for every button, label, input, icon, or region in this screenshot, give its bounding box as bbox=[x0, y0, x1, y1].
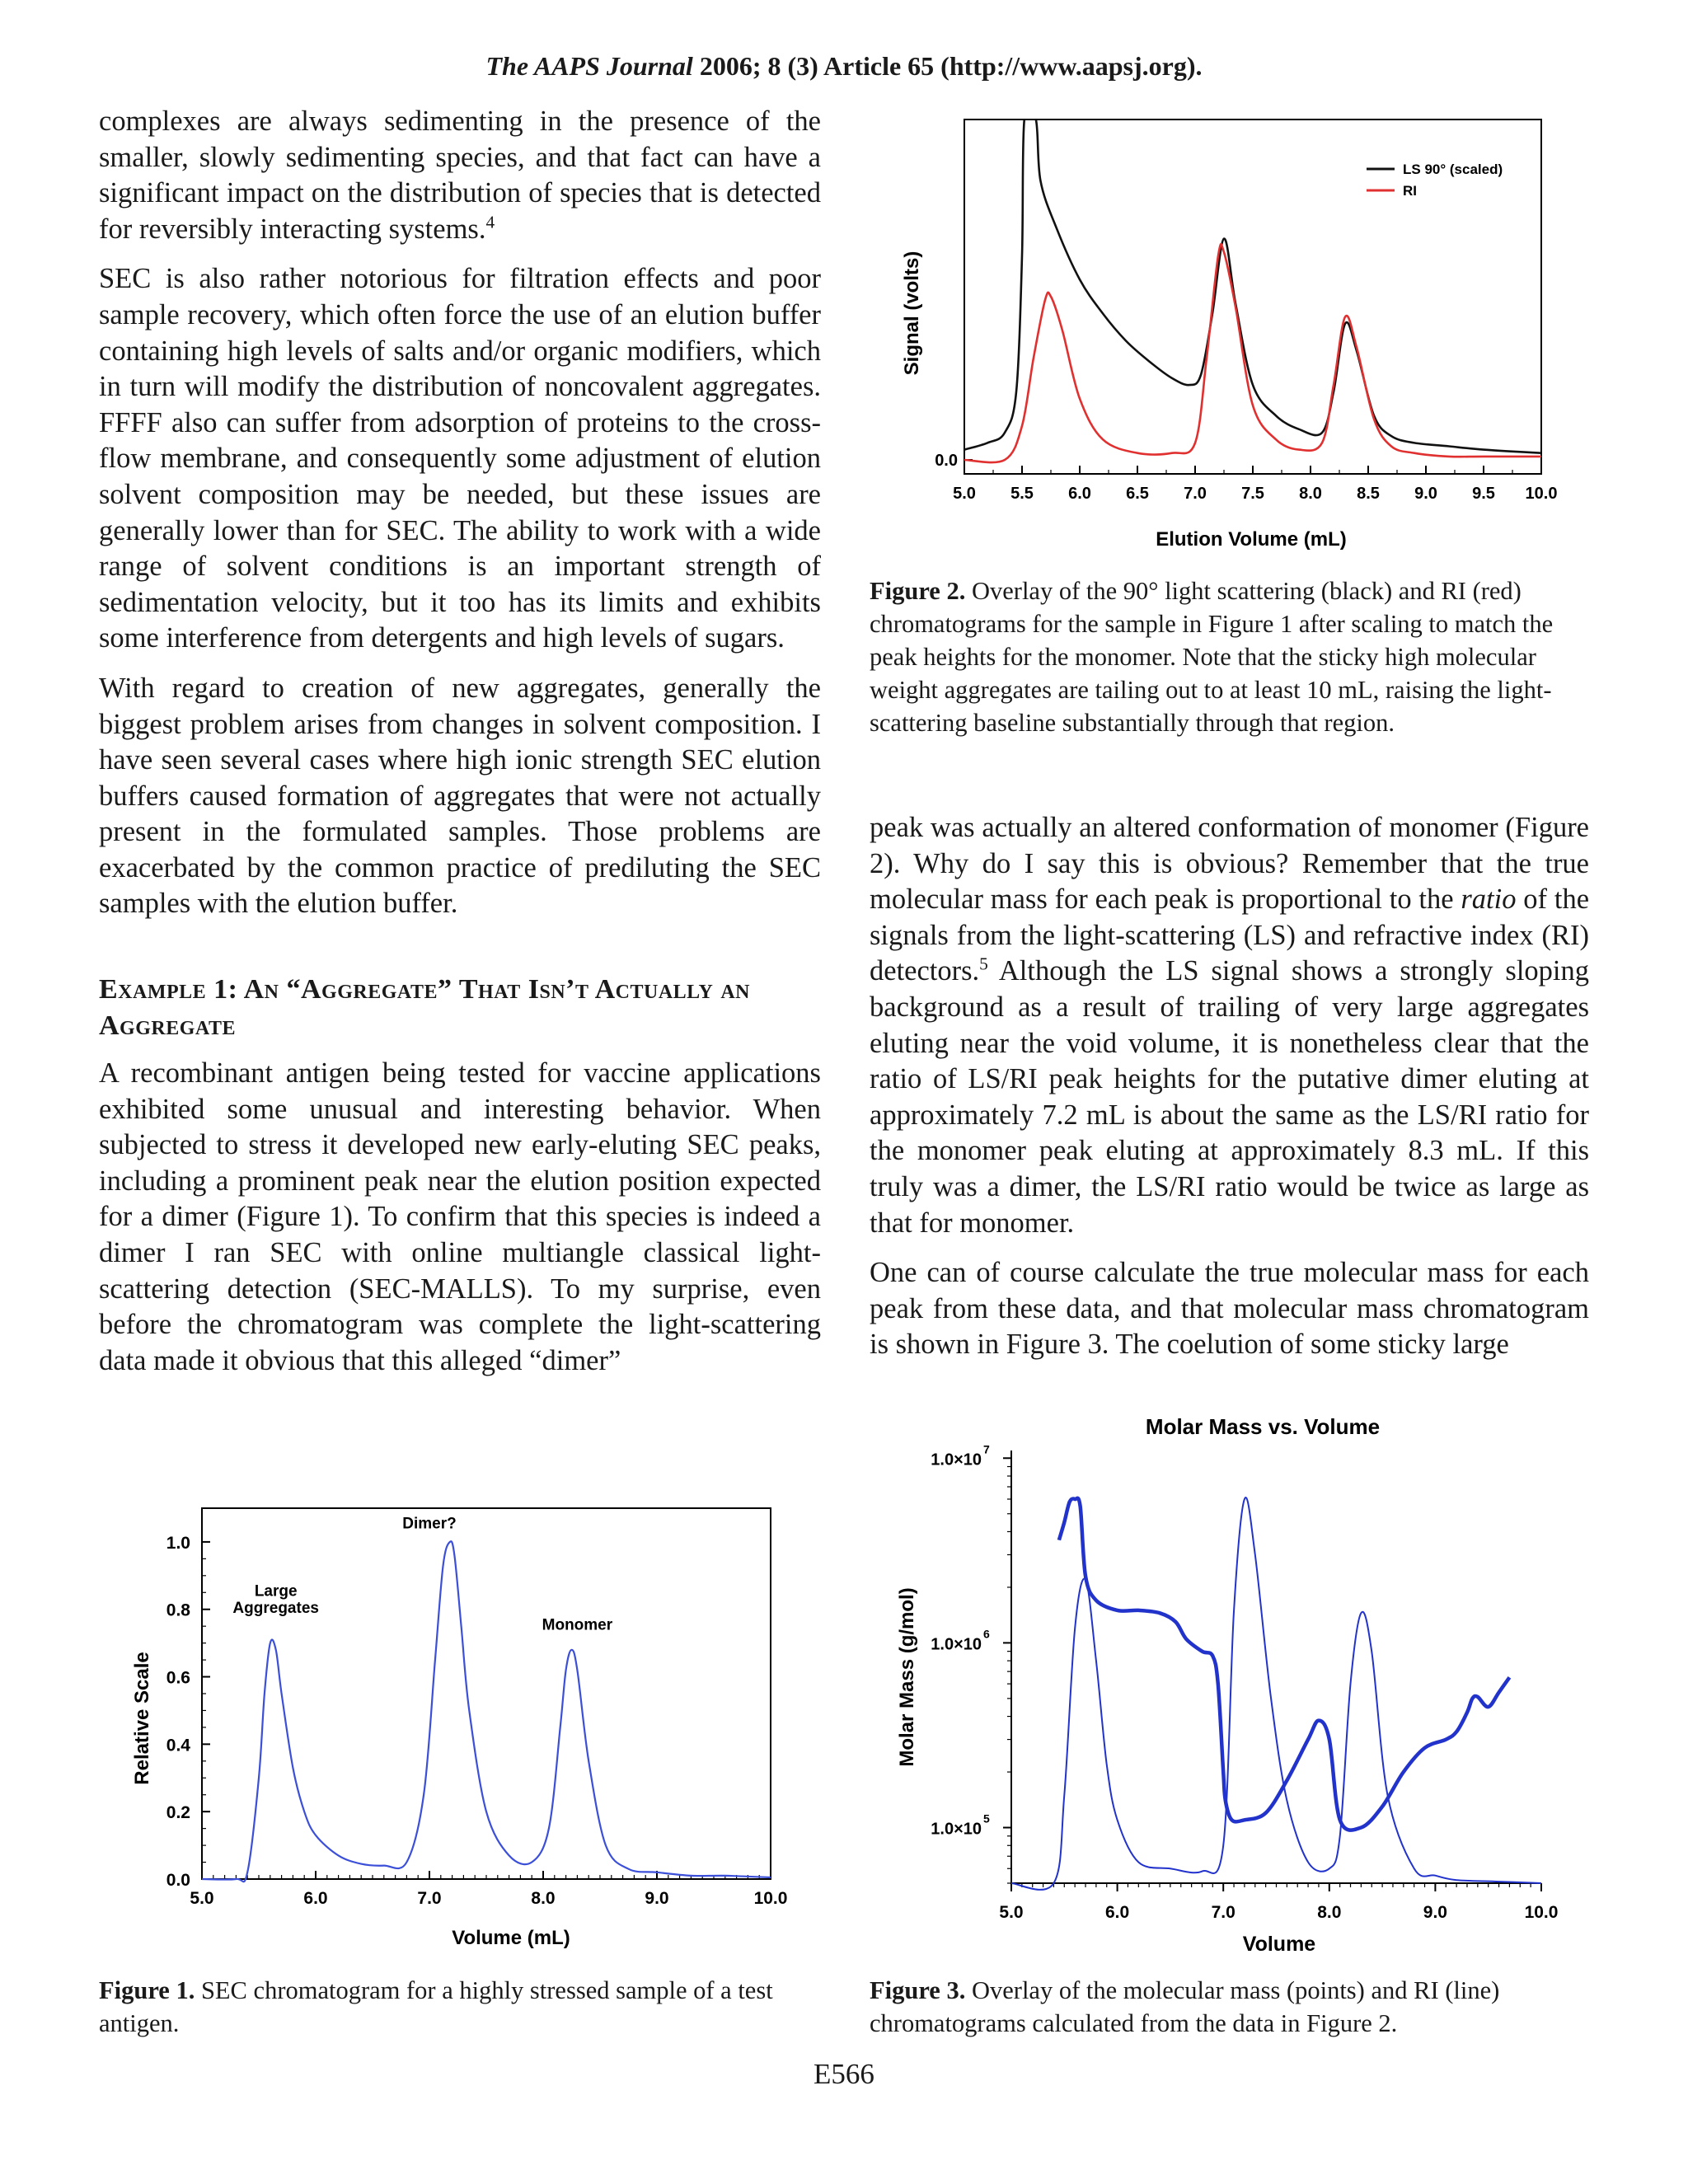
figure-3-caption-text: Overlay of the molecular mass (points) and RI (line) chromatograms calculated from the data in Figure 2. bbox=[870, 1976, 1500, 2037]
figure-2-caption bbox=[870, 574, 1578, 739]
figure-1-ytick-label: 0.2 bbox=[166, 1803, 190, 1823]
figure-1-annotation: Large bbox=[254, 1582, 298, 1601]
figure-3-ytick-exponent: 5 bbox=[983, 1811, 990, 1825]
left-paragraph-3: With regard to creation of new aggregates, generally the biggest problem arises from changes in solvent composition. I have seen several cases where high ionic strength SEC elution buffers caused formation of aggregates that were not actually present in the formulated samples. Those problems are exacerbated by the common practice of prediluting the SEC samples with the elution buffer. bbox=[99, 672, 821, 920]
figure-1-ytick-label: 0.4 bbox=[166, 1736, 190, 1755]
figure-1-caption-label: Figure 1. bbox=[99, 1976, 195, 2004]
left-column bbox=[99, 104, 821, 1393]
figure-2-xlabel: Elution Volume (mL) bbox=[1156, 528, 1347, 551]
figure-1-chart bbox=[115, 1479, 824, 1957]
figure-1-ytick-label: 0.0 bbox=[166, 1871, 190, 1890]
figure-3-xtick-label: 7.0 bbox=[1211, 1903, 1236, 1922]
figure-3-caption-label: Figure 3. bbox=[870, 1976, 966, 2004]
figure-1-frame bbox=[202, 1508, 771, 1879]
right-column bbox=[870, 810, 1589, 1377]
figure-3-xtick-label: 9.0 bbox=[1423, 1903, 1448, 1922]
figure-3-chart bbox=[882, 1405, 1599, 1957]
figure-2-xtick-label: 6.0 bbox=[1068, 485, 1091, 503]
figure-1-ytick-label: 1.0 bbox=[166, 1533, 190, 1553]
figure-3-ri-line bbox=[1011, 1497, 1541, 1890]
left-paragraph-1-text: complexes are always sedimenting in the presence of the smaller, slowly sedimenting species, and that fact can have a significant impact on the distribution of species that is detected for reversibly interacting systems. bbox=[99, 105, 821, 245]
figure-2-xtick-label: 9.5 bbox=[1472, 485, 1495, 503]
figure-1-ytick-label: 0.6 bbox=[166, 1668, 190, 1688]
figure-3-xtick-label: 6.0 bbox=[1104, 1903, 1130, 1922]
journal-citation: 2006; 8 (3) Article 65 (http://www.aapsj.org). bbox=[699, 51, 1203, 81]
page-number: E566 bbox=[814, 2058, 874, 2090]
section-heading: Example 1: An “Aggregate” That Isn’t Actually an Aggregate bbox=[99, 974, 750, 1042]
figure-3-xtick-label: 8.0 bbox=[1317, 1903, 1342, 1922]
figure-2-chart bbox=[882, 107, 1599, 569]
figure-3-ytick-label: 1.0×10 bbox=[931, 1451, 982, 1469]
figure-1-xtick-label: 5.0 bbox=[190, 1889, 214, 1908]
left-paragraph-2: SEC is also rather notorious for filtration effects and poor sample recovery, which often force the use of an elution buffer containing high levels of salts and/or organic modifiers, which in turn will modify the distribution of noncovalent aggregates. FFFF also can suffer from adsorption of proteins to the cross-flow membrane, and consequently some adjustment of elution solvent composition may be needed, but these issues are generally lower than for SEC. The ability to work with a wide range of solvent conditions is an important strength of sedimentation velocity, but it too has its limits and exhibits some interference from detergents and high levels of sugars. bbox=[99, 263, 821, 654]
figure-2-ylabel: Signal (volts) bbox=[901, 251, 923, 376]
figure-3-ytick-exponent: 7 bbox=[983, 1442, 990, 1456]
figure-1-caption-text: SEC chromatogram for a highly stressed sample of a test antigen. bbox=[99, 1976, 773, 2037]
left-paragraph-1 bbox=[99, 104, 821, 247]
figure-1-xtick-label: 8.0 bbox=[531, 1889, 556, 1908]
figure-1-xtick-label: 10.0 bbox=[753, 1889, 788, 1908]
figure-2-xtick-label: 7.5 bbox=[1241, 485, 1264, 503]
figure-1-annotation: Monomer bbox=[542, 1616, 613, 1634]
reference-4: 4 bbox=[485, 212, 495, 232]
figure-3-molar-mass-points bbox=[1059, 1498, 1510, 1830]
figure-2-ls-line bbox=[964, 107, 1541, 453]
right-paragraph-1 bbox=[870, 810, 1589, 1241]
figure-3-caption bbox=[870, 1974, 1587, 2040]
figure-3-ytick-label: 1.0×10 bbox=[931, 1635, 982, 1654]
figure-1-annotation: Dimer? bbox=[402, 1515, 457, 1533]
right-paragraph-1-b: of the signals from the light-scattering (LS) and refractive index (RI) detectors. bbox=[870, 883, 1590, 987]
figure-3-ylabel: Molar Mass (g/mol) bbox=[896, 1587, 918, 1767]
figure-2-ytick-label: 0.0 bbox=[935, 452, 958, 470]
figure-2-xtick-label: 10.0 bbox=[1525, 485, 1558, 503]
running-head bbox=[0, 51, 1688, 82]
figure-3-xlabel: Volume bbox=[1242, 1933, 1316, 1956]
figure-2-ri-line bbox=[964, 244, 1541, 462]
figure-3-xtick-label: 5.0 bbox=[999, 1903, 1024, 1922]
right-paragraph-2: One can of course calculate the true molecular mass for each peak from these data, and that molecular mass chromatogram is shown in Figure 3. The coelution of some sticky large bbox=[870, 1257, 1589, 1361]
figure-3-xtick-label: 10.0 bbox=[1524, 1903, 1559, 1922]
figure-1-xtick-label: 7.0 bbox=[417, 1889, 442, 1908]
figure-1-ylabel: Relative Scale bbox=[131, 1652, 153, 1785]
figure-2-xtick-label: 9.0 bbox=[1414, 485, 1437, 503]
figure-2-legend-ri-label: RI bbox=[1403, 183, 1417, 199]
figure-2-xtick-label: 7.0 bbox=[1184, 485, 1207, 503]
figure-2-xtick-label: 5.0 bbox=[953, 485, 976, 503]
figure-3-ytick-label: 1.0×10 bbox=[931, 1820, 982, 1839]
right-paragraph-1-a: peak was actually an altered conformation of monomer (Figure 2). Why do I say this is obvious? Remember that the true molecular mass for each peak is proportional to the bbox=[870, 812, 1589, 916]
figure-2-xtick-label: 5.5 bbox=[1010, 485, 1034, 503]
figure-1-ytick-label: 0.8 bbox=[166, 1601, 190, 1620]
figure-1-xlabel: Volume (mL) bbox=[452, 1927, 570, 1949]
figure-2-legend-ls-label: LS 90° (scaled) bbox=[1403, 162, 1503, 177]
figure-3-title: Molar Mass vs. Volume bbox=[1145, 1414, 1381, 1439]
reference-5: 5 bbox=[979, 954, 988, 974]
figure-2-caption-label: Figure 2. bbox=[870, 577, 966, 605]
figure-1-annotation: Aggregates bbox=[232, 1599, 319, 1617]
figure-3-ytick-exponent: 6 bbox=[983, 1627, 990, 1641]
journal-title: The AAPS Journal bbox=[485, 51, 693, 81]
left-paragraph-4: A recombinant antigen being tested for vaccine applications exhibited some unusual and interesting behavior. When subjected to stress it developed new early-eluting SEC peaks, including a prominent peak near the elution position expected for a dimer (Figure 1). To confirm that this species is indeed a dimer I ran SEC with online multiangle classical light-scattering detection (SEC-MALLS). To my surprise, even before the chromatogram was complete the light-scattering data made it obvious that this alleged “dimer” bbox=[99, 1057, 821, 1376]
figure-2-xtick-label: 6.5 bbox=[1126, 485, 1149, 503]
right-paragraph-1-italic: ratio bbox=[1461, 883, 1517, 916]
figure-2-xtick-label: 8.0 bbox=[1299, 485, 1322, 503]
figure-1-caption bbox=[99, 1974, 824, 2040]
figure-2-caption-text: Overlay of the 90° light scattering (black) and RI (red) chromatograms for the sample in Figure 1 after scaling to match the peak heights for the monomer. Note that the sticky high molecular weight aggregates are tailing out to at least 10 mL, raising the light-scattering baseline substantially through that region. bbox=[870, 577, 1554, 737]
right-paragraph-1-c: Although the LS signal shows a strongly sloping background as a result of trailing of very large aggregates eluting near the void volume, it is nonetheless clear that the ratio of LS/RI peak heights for the putative dimer eluting at approximately 7.2 mL is about the same as the LS/RI ratio for the monomer peak eluting at approximately 8.3 mL. If this truly was a dimer, the LS/RI ratio would be twice as large as that for monomer. bbox=[870, 955, 1589, 1239]
figure-1-xtick-label: 9.0 bbox=[645, 1889, 669, 1908]
figure-1-xtick-label: 6.0 bbox=[303, 1889, 328, 1908]
figure-2-xtick-label: 8.5 bbox=[1357, 485, 1380, 503]
figure-2-series-group bbox=[964, 107, 1541, 462]
